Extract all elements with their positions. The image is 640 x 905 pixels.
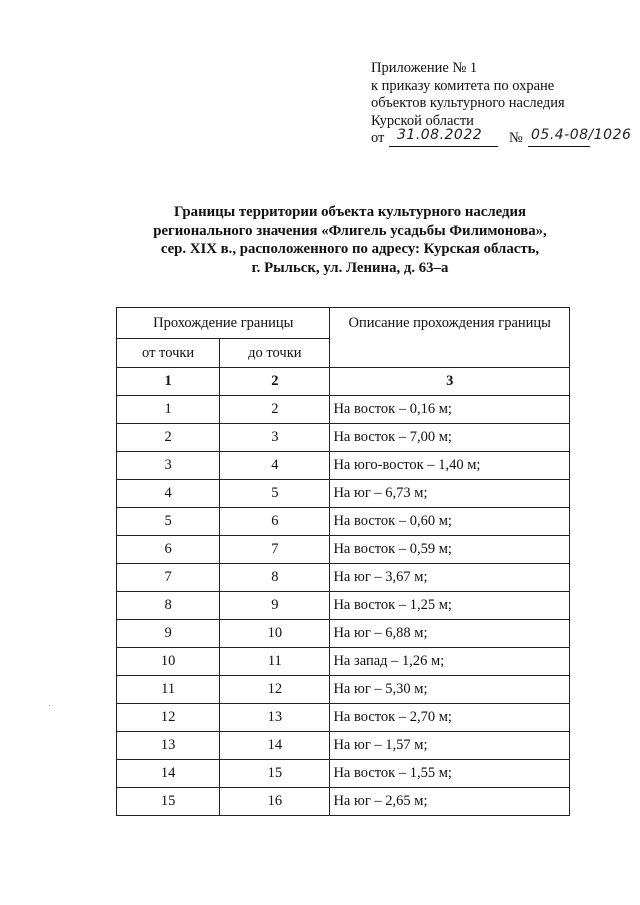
table-row — [117, 508, 570, 536]
header-boundary-description: Описание прохождения границы — [330, 308, 570, 368]
description-cell: На юг – 6,88 м; — [330, 620, 570, 648]
order-number: 05.4-08/1026 — [531, 127, 632, 143]
appendix-number: Приложение № 1 — [371, 60, 478, 76]
description-cell: На восток – 2,70 м; — [330, 704, 570, 732]
header-boundary-passage: Прохождение границы — [117, 308, 330, 339]
from-point-cell: 1 — [117, 396, 220, 424]
title-line-4: г. Рыльск, ул. Ленина, д. 63–а — [251, 260, 449, 277]
table-row — [117, 592, 570, 620]
appendix-header — [371, 60, 632, 150]
from-point-cell: 9 — [117, 620, 220, 648]
from-point-cell: 5 — [117, 508, 220, 536]
to-point-cell: 13 — [220, 704, 330, 732]
table-row — [117, 480, 570, 508]
number-label: № — [509, 130, 523, 146]
table-row — [117, 564, 570, 592]
table-row — [117, 676, 570, 704]
document-title — [100, 203, 600, 278]
table-row — [117, 704, 570, 732]
description-cell: На юго-восток – 1,40 м; — [330, 452, 570, 480]
description-cell: На восток – 0,60 м; — [330, 508, 570, 536]
from-point-cell: 14 — [117, 760, 220, 788]
header-to-point: до точки — [220, 339, 330, 368]
from-point-cell: 11 — [117, 676, 220, 704]
title-line-3: сер. XIX в., расположенного по адресу: Курская область, — [160, 241, 540, 258]
description-cell: На запад – 1,26 м; — [330, 648, 570, 676]
table-row — [117, 732, 570, 760]
to-point-cell: 14 — [220, 732, 330, 760]
description-cell: На юг – 1,57 м; — [330, 732, 570, 760]
description-cell: На восток – 1,55 м; — [330, 760, 570, 788]
from-point-cell: 6 — [117, 536, 220, 564]
from-point-cell: 12 — [117, 704, 220, 732]
from-point-cell: 2 — [117, 424, 220, 452]
header-from-point: от точки — [117, 339, 220, 368]
to-point-cell: 12 — [220, 676, 330, 704]
to-point-cell: 5 — [220, 480, 330, 508]
order-date: 31.08.2022 — [397, 127, 483, 143]
to-point-cell: 4 — [220, 452, 330, 480]
column-number-2: 2 — [220, 368, 330, 396]
to-point-cell: 2 — [220, 396, 330, 424]
boundary-table — [116, 307, 570, 816]
to-point-cell: 7 — [220, 536, 330, 564]
from-point-cell: 13 — [117, 732, 220, 760]
to-point-cell: 10 — [220, 620, 330, 648]
description-cell: На восток – 7,00 м; — [330, 424, 570, 452]
description-cell: На юг – 3,67 м; — [330, 564, 570, 592]
table-row — [117, 788, 570, 816]
table-row — [117, 452, 570, 480]
order-date-number-line — [371, 127, 632, 150]
table-column-number-row — [117, 368, 570, 396]
to-point-cell: 3 — [220, 424, 330, 452]
column-number-1: 1 — [117, 368, 220, 396]
description-cell: На юг – 2,65 м; — [330, 788, 570, 816]
to-point-cell: 9 — [220, 592, 330, 620]
to-point-cell: 15 — [220, 760, 330, 788]
from-point-cell: 10 — [117, 648, 220, 676]
to-point-cell: 16 — [220, 788, 330, 816]
from-point-cell: 8 — [117, 592, 220, 620]
from-point-cell: 15 — [117, 788, 220, 816]
title-line-1: Границы территории объекта культурного наследия — [173, 204, 527, 220]
scan-speck — [49, 705, 50, 706]
table-header-row — [117, 308, 570, 339]
description-cell: На юг – 6,73 м; — [330, 480, 570, 508]
from-point-cell: 3 — [117, 452, 220, 480]
description-cell: На юг – 5,30 м; — [330, 676, 570, 704]
appendix-order-line: к приказу комитета по охране — [371, 77, 555, 94]
table-row — [117, 424, 570, 452]
table-row — [117, 648, 570, 676]
from-point-cell: 4 — [117, 480, 220, 508]
from-label: от — [371, 130, 385, 146]
title-line-2: регионального значения «Флигель усадьбы Филимонова», — [153, 222, 547, 239]
description-cell: На восток – 0,59 м; — [330, 536, 570, 564]
appendix-region-line: Курской области — [371, 112, 474, 129]
table-row — [117, 396, 570, 424]
to-point-cell: 8 — [220, 564, 330, 592]
from-point-cell: 7 — [117, 564, 220, 592]
description-cell: На восток – 1,25 м; — [330, 592, 570, 620]
appendix-committee-line: объектов культурного наследия — [371, 95, 565, 111]
description-cell: На восток – 0,16 м; — [330, 396, 570, 424]
column-number-3: 3 — [330, 368, 570, 396]
table-row — [117, 620, 570, 648]
table-row — [117, 536, 570, 564]
to-point-cell: 11 — [220, 648, 330, 676]
table-row — [117, 760, 570, 788]
to-point-cell: 6 — [220, 508, 330, 536]
